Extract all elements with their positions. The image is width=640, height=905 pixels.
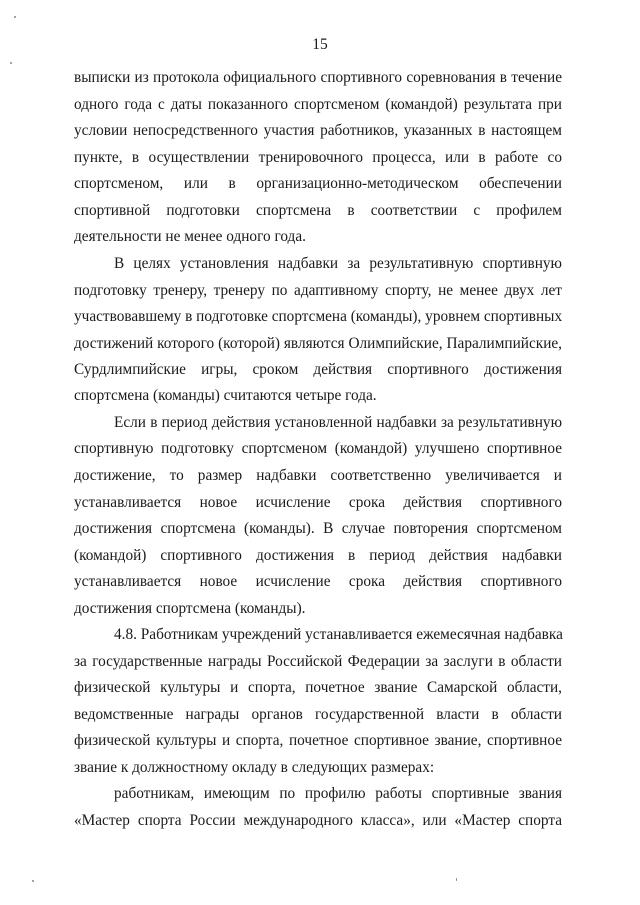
text-line: (командой) спортивного достижения в период действия надбавки: [74, 547, 562, 564]
text-line: условии непосредственного участия работников, указанных в настоящем: [74, 122, 562, 139]
text-line: подготовку тренеру, тренеру по адаптивному спорту, не менее двух лет: [74, 282, 562, 299]
text-line: за государственные награды Российской Федерации за заслуги в области: [74, 653, 562, 670]
text-line: В целях установления надбавки за результативную спортивную: [114, 255, 562, 272]
text-line: спортивной подготовки спортсмена в соответствии с профилем: [74, 202, 562, 219]
text-line: участвовавшему в подготовке спортсмена (команды), уровнем спортивных: [74, 308, 563, 325]
text-line: 4.8. Работникам учреждений устанавливается ежемесячная надбавка: [114, 626, 563, 643]
text-line: Если в период действия установленной надбавки за результативную: [114, 414, 562, 431]
text-line: достижений которого (которой) являются Олимпийские, Паралимпийские,: [74, 335, 562, 352]
page-number: 15: [312, 36, 328, 53]
text-line: устанавливается новое исчисление срока действия спортивного: [74, 494, 562, 511]
scan-speck: [14, 16, 16, 18]
scan-speck: [456, 878, 457, 881]
text-line: физической культуры и спорта, почетное спортивное звание, спортивное: [74, 732, 562, 749]
text-line: устанавливается новое исчисление срока действия спортивного: [74, 573, 562, 590]
text-line: работникам, имеющим по профилю работы спортивные звания: [114, 785, 562, 802]
scan-speck: [10, 62, 12, 64]
text-line: достижения спортсмена (команды). В случае повторения спортсменом: [74, 520, 562, 537]
text-line: физической культуры и спорта, почетное звание Самарской области,: [74, 679, 562, 696]
text-line: пункте, в осуществлении тренировочного процесса, или в работе со: [74, 149, 562, 166]
text-line: одного года с даты показанного спортсменом (командой) результата при: [74, 96, 562, 113]
text-line: достижение, то размер надбавки соответственно увеличивается и: [74, 467, 562, 484]
text-line: «Мастер спорта России международного класса», или «Мастер спорта: [74, 812, 562, 829]
text-line: спортивную подготовку спортсменом (командой) улучшено спортивное: [74, 440, 562, 457]
text-line: спортсмена (команды) считаются четыре года.: [74, 387, 377, 404]
text-line: выписки из протокола официального спортивного соревнования в течение: [74, 69, 562, 86]
text-line: ведомственные награды органов государственной власти в области: [74, 706, 562, 723]
text-line: спортсменом, или в организационно-методическом обеспечении: [74, 175, 562, 192]
text-line: деятельности не менее одного года.: [74, 228, 306, 245]
text-line: звание к должностному окладу в следующих размерах:: [74, 759, 435, 776]
scan-speck: [32, 880, 34, 882]
text-line: Сурдлимпийские игры, сроком действия спортивного достижения: [74, 361, 562, 378]
text-line: достижения спортсмена (команды).: [74, 600, 306, 617]
